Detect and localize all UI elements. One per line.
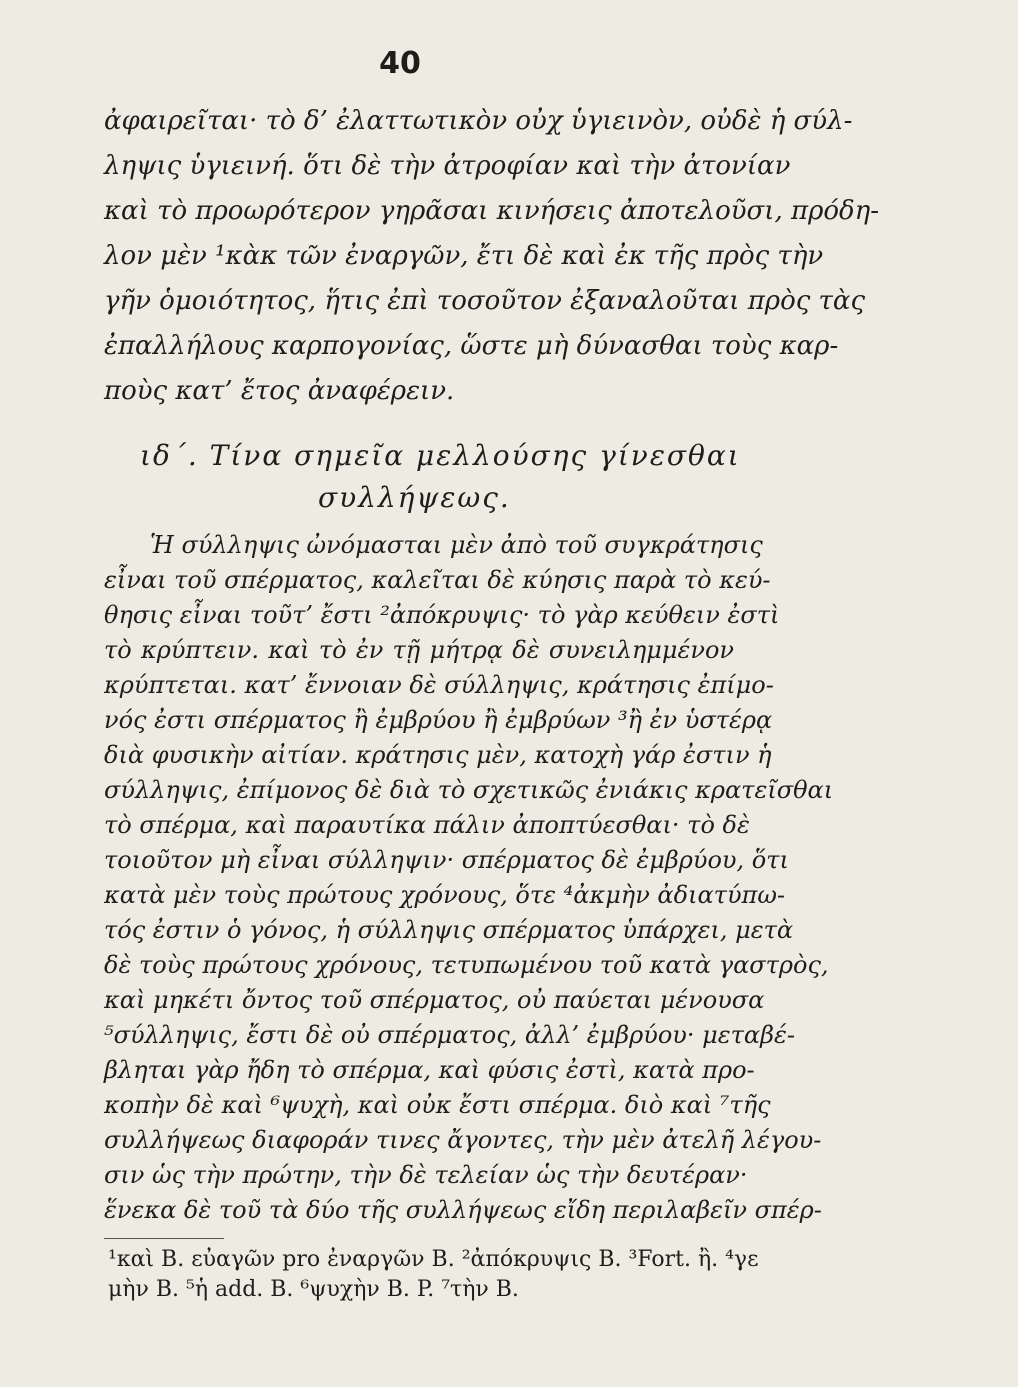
text-line: τοιοῦτον μὴ εἶναι σύλληψιν· σπέρματος δὲ ἐμβρύου, ὅτι (104, 846, 789, 874)
text-line: σιν ὡς τὴν πρώτην, τὴν δὲ τελείαν ὡς τὴν δευτέραν· (104, 1161, 748, 1189)
footnote-line: μὴν B. ⁵ἡ add. B. ⁶ψυχὴν B. P. ⁷τὴν B. (108, 1277, 519, 1302)
text-line: τός ἐστιν ὁ γόνος, ἡ σύλληψις σπέρματος ὑπάρχει, μετὰ (104, 916, 794, 944)
text-line: εἶναι τοῦ σπέρματος, καλεῖται δὲ κύησις παρὰ τὸ κεύ- (104, 566, 771, 594)
text-line: βληται γὰρ ἤδη τὸ σπέρμα, καὶ φύσις ἐστὶ, κατὰ προ- (104, 1056, 755, 1084)
text-line: θησις εἶναι τοῦτ’ ἔστι ²ἀπόκρυψις· τὸ γὰρ κεύθειν ἐστὶ (104, 601, 780, 629)
text-line: κρύπτεται. κατ’ ἔννοιαν δὲ σύλληψις, κράτησις ἐπίμο- (104, 671, 774, 699)
text-line: γῆν ὁμοιότητος, ἥτις ἐπὶ τοσοῦτον ἐξαναλοῦται πρὸς τὰς (104, 286, 866, 316)
footnote-divider (104, 1238, 224, 1239)
text-line: διὰ φυσικὴν αἰτίαν. κράτησις μὲν, κατοχὴ γάρ ἐστιν ἡ (104, 741, 772, 769)
text-line: καὶ τὸ προωρότερον γηρᾶσαι κινήσεις ἀποτελοῦσι, πρόδη- (104, 196, 880, 226)
text-line: ⁵σύλληψις, ἔστι δὲ οὐ σπέρματος, ἀλλ’ ἐμβρύου· μεταβέ- (104, 1021, 795, 1049)
section-heading-continued: συλλήψεως. (318, 481, 511, 514)
text-line: κοπὴν δὲ καὶ ⁶ψυχὴ, καὶ οὐκ ἔστι σπέρμα. διὸ καὶ ⁷τῆς (104, 1091, 771, 1119)
page-number: 40 (379, 46, 421, 81)
text-line: τὸ σπέρμα, καὶ παραυτίκα πάλιν ἀποπτύεσθαι· τὸ δὲ (104, 811, 750, 839)
text-line: λον μὲν ¹κὰκ τῶν ἐναργῶν, ἔτι δὲ καὶ ἐκ τῆς πρὸς τὴν (104, 241, 824, 271)
text-line: ληψις ὑγιεινή. ὅτι δὲ τὴν ἀτροφίαν καὶ τὴν ἀτονίαν (104, 151, 791, 181)
text-line: Ἡ σύλληψις ὠνόμασται μὲν ἀπὸ τοῦ συγκράτησις (150, 531, 763, 559)
text-line: καὶ μηκέτι ὄντος τοῦ σπέρματος, οὐ παύεται μένουσα (104, 986, 765, 1014)
text-line: συλλήψεως διαφοράν τινες ἄγοντες, τὴν μὲν ἀτελῆ λέγου- (104, 1126, 822, 1154)
text-line: ἐπαλλήλους καρπογονίας, ὥστε μὴ δύνασθαι τοὺς καρ- (104, 331, 839, 361)
section-heading: ιδ΄. Τίνα σημεῖα μελλούσης γίνεσθαι (140, 439, 741, 472)
text-line: κατὰ μὲν τοὺς πρώτους χρόνους, ὅτε ⁴ἀκμὴν ἀδιατύπω- (104, 881, 785, 909)
text-line: ποὺς κατ’ ἔτος ἀναφέρειν. (104, 376, 455, 406)
text-line: δὲ τοὺς πρώτους χρόνους, τετυπωμένου τοῦ κατὰ γαστρὸς, (104, 951, 829, 979)
text-line: ἕνεκα δὲ τοῦ τὰ δύο τῆς συλλήψεως εἴδη περιλαβεῖν σπέρ- (104, 1196, 822, 1224)
text-line: νός ἐστι σπέρματος ἢ ἐμβρύου ἢ ἐμβρύων ³ἢ ἐν ὑστέρᾳ (104, 706, 773, 734)
footnote-line: ¹καὶ B. εὐαγῶν pro ἐναργῶν B. ²ἀπόκρυψις B. ³Fort. ἢ. ⁴γε (108, 1247, 759, 1272)
text-line: τὸ κρύπτειν. καὶ τὸ ἐν τῇ μήτρᾳ δὲ συνειλημμένον (104, 636, 734, 664)
text-line: ἀφαιρεῖται· τὸ δ’ ἐλαττωτικὸν οὐχ ὑγιεινὸν, οὐδὲ ἡ σύλ- (104, 106, 853, 136)
text-line: σύλληψις, ἐπίμονος δὲ διὰ τὸ σχετικῶς ἐνιάκις κρατεῖσθαι (104, 776, 834, 804)
